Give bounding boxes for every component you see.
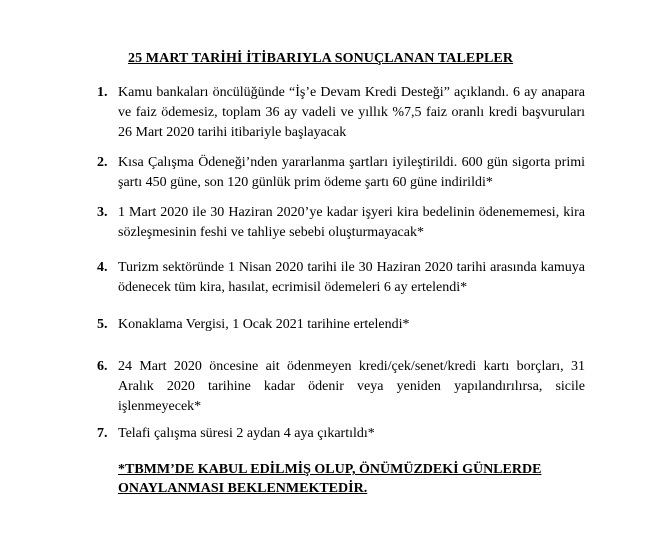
item-text: Kısa Çalışma Ödeneği’nden yararlanma şartları iyileştirildi. 600 gün sigorta primi şartı 450 güne, son 120 günlük prim ödeme şartı 60 güne indirildi*	[118, 155, 585, 190]
item-number: 5.	[97, 317, 108, 332]
item-text: Konaklama Vergisi, 1 Ocak 2021 tarihine ertelendi*	[118, 317, 410, 332]
item-text: 24 Mart 2020 öncesine ait ödenmeyen kredi/çek/senet/kredi kartı borçları, 31 Aralık 2020 tarihine kadar ödenir veya yeniden yapılandırılırsa, sicile işlenmeyecek*	[118, 359, 585, 414]
item-number: 6.	[97, 359, 108, 374]
item-text: Telafi çalışma süresi 2 aydan 4 aya çıkartıldı*	[118, 426, 375, 441]
item-number: 2.	[97, 155, 108, 170]
item-number: 7.	[97, 426, 108, 441]
item-number: 4.	[97, 260, 108, 275]
page-title: 25 MART TARİHİ İTİBARIYLA SONUÇLANAN TALEPLER	[128, 51, 514, 66]
item-text: Kamu bankaları öncülüğünde “İş’e Devam Kredi Desteği” açıklandı. 6 ay anapara ve faiz ödemesiz, toplam 36 ay vadeli ve yıllık %7,5 faiz oranlı kredi başvuruları 26 Mart 2020 tarihi itibariyle başlayacak	[118, 85, 585, 140]
footnote: *TBMM’DE KABUL EDİLMİŞ OLUP, ÖNÜMÜZDEKİ GÜNLERDE ONAYLANMASI BEKLENMEKTEDİR.	[118, 462, 542, 496]
item-text: Turizm sektöründe 1 Nisan 2020 tarihi ile 30 Haziran 2020 tarihi arasında kamuya ödenecek tüm kira, hasılat, ecrimisil ödemeleri 6 ay ertelendi*	[118, 260, 585, 295]
item-text: 1 Mart 2020 ile 30 Haziran 2020’ye kadar işyeri kira bedelinin ödenememesi, kira sözleşmesinin feshi ve tahliye sebebi oluşturmayacak*	[118, 205, 585, 240]
item-number: 3.	[97, 205, 108, 220]
item-number: 1.	[97, 85, 108, 100]
